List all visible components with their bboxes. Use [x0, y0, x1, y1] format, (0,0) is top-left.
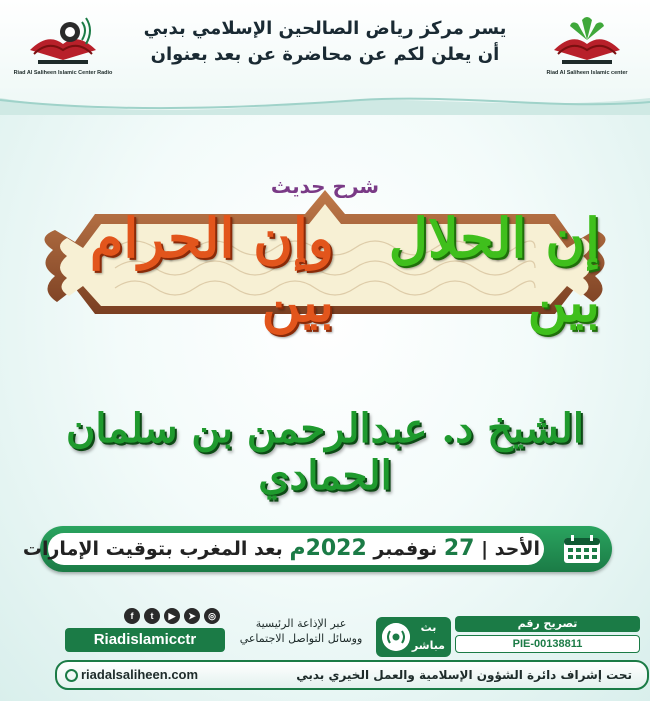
date-day-number: 27 [443, 536, 475, 561]
radio-logo-icon [8, 10, 118, 70]
center-logo [532, 10, 642, 88]
twitter-icon[interactable]: t [144, 608, 160, 624]
website-text[interactable]: riadalsaliheen.com [81, 667, 199, 682]
permit-label: تصريح رقم [455, 616, 640, 632]
announcement-line-2: أن يعلن لكم عن محاضرة عن بعد بعنوان [150, 44, 500, 65]
date-day: الأحد | [481, 538, 540, 560]
speaker-name: الشيخ د. عبدالرحمن بن سلمان الحمادي [66, 405, 584, 499]
live-text-line-1: بث [420, 621, 437, 634]
date-text [22, 534, 540, 564]
globe-icon [65, 669, 78, 682]
permit-code: PIE-00138811 [455, 635, 640, 653]
date-year: 2022م [289, 536, 367, 561]
social-handle[interactable]: Riadislamicctr [65, 628, 225, 652]
lecture-title [60, 206, 600, 334]
center-logo-caption: Riad Al Saliheen Islamic center [546, 70, 628, 76]
center-logo-icon [532, 10, 642, 70]
website-link[interactable] [65, 666, 240, 684]
telegram-icon[interactable]: ➤ [184, 608, 200, 624]
date-month: نوفمبر [373, 538, 438, 560]
calendar-icon [562, 534, 602, 564]
supervision-text: تحت إشراف دائرة الشؤون الإسلامية والعمل الخيري بدبي [296, 668, 632, 682]
live-broadcast-icon [382, 623, 410, 651]
permit-box [455, 616, 640, 653]
title-part-orange: وإن الحرام بين [89, 206, 335, 334]
facebook-icon[interactable]: f [124, 608, 140, 624]
footer [0, 600, 650, 701]
announcement-text [125, 16, 525, 68]
instagram-icon[interactable]: ◎ [204, 608, 220, 624]
date-time: بعد المغرب بتوقيت الإمارات [22, 538, 283, 560]
social-icons [70, 608, 220, 626]
date-bar [22, 526, 612, 572]
radio-logo [8, 10, 118, 88]
broadcast-via-line-2: ووسائل التواصل الاجتماعي [239, 632, 363, 645]
youtube-icon[interactable]: ▶ [164, 608, 180, 624]
live-text [412, 619, 445, 655]
broadcast-via-line-1: عبر الإذاعة الرئيسية [255, 617, 347, 630]
live-broadcast-badge [376, 617, 451, 657]
live-text-line-2: مباشر [411, 639, 445, 652]
title-part-green: إن الحلال بين [388, 206, 600, 334]
radio-logo-caption: Riad Al Saliheen Islamic Center Radio [13, 70, 113, 76]
announcement-line-1: يسر مركز رياض الصالحين الإسلامي بدبي [143, 18, 507, 39]
title-subtitle: شرح حديث [270, 174, 380, 198]
broadcast-via [232, 616, 370, 646]
